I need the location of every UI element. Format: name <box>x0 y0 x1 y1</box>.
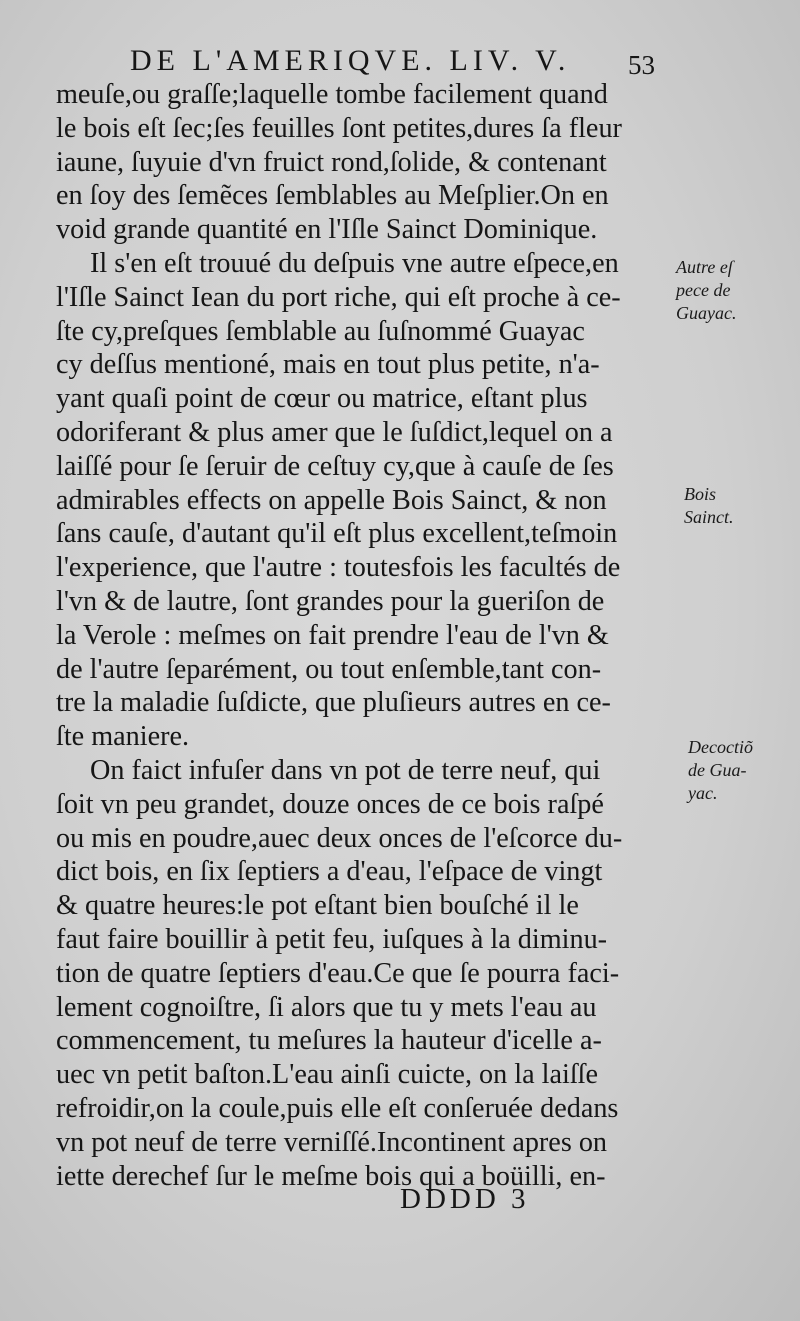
text-line: meuſe,ou graſſe;laquelle tombe facilement quand <box>56 79 608 110</box>
text-line: l'Iſle Sainct Iean du port riche, qui eſt proche à ce- <box>56 281 621 313</box>
text-line: admirables effects on appelle Bois Sainct, & non <box>56 484 607 516</box>
margin-note-autre-espece <box>676 256 736 325</box>
text-line: cy deſſus mentioné, mais en tout plus petite, n'a- <box>56 349 600 381</box>
text-line: la Verole : meſmes on fait prendre l'eau de l'vn & <box>56 619 609 651</box>
text-line: tre la maladie ſuſdicte, que pluſieurs autres en ce- <box>56 687 611 719</box>
text-line: refroidir,on la coule,puis elle eſt conſeruée dedans <box>56 1092 619 1124</box>
text-line: iaune, ſuyuie d'vn fruict rond,ſolide, & contenant <box>56 146 607 178</box>
text-line: tion de quatre ſeptiers d'eau.Ce que ſe pourra faci- <box>56 957 620 989</box>
text-line: en ſoy des ſemẽces ſemblables au Meſplier.On en <box>56 180 609 212</box>
text-line: de l'autre ſeparément, ou tout enſemble,tant con- <box>56 653 602 685</box>
margin-note-line: Decoctiõ <box>688 737 753 757</box>
margin-note-line: Guayac. <box>676 303 737 323</box>
signature-mark: DDDD 3 <box>400 1183 530 1215</box>
margin-note-line: pece de <box>676 280 731 300</box>
body-text <box>56 78 684 1193</box>
margin-note-line: de Gua- <box>688 760 747 780</box>
text-line: le bois eſt ſec;ſes feuilles ſont petites,dures ſa fleur <box>56 112 622 144</box>
text-line: l'experience, que l'autre : toutesfois les facultés de <box>56 552 621 584</box>
text-line: ſoit vn peu grandet, douze onces de ce bois raſpé <box>56 788 604 820</box>
text-line: faut faire bouillir à petit feu, iuſques à la diminu- <box>56 923 608 955</box>
running-title: DE L'AMERIQVE. LIV. V. <box>130 44 571 77</box>
text-line: ſans cauſe, d'autant qu'il eſt plus excellent,teſmoin <box>56 518 618 550</box>
text-line: ſte maniere. <box>56 721 190 753</box>
text-line: dict bois, en ſix ſeptiers a d'eau, l'eſpace de vingt <box>56 856 603 888</box>
text-line: laiſſé pour ſe ſeruir de ceſtuy cy,que à cauſe de ſes <box>56 450 614 482</box>
text-line: odoriferant & plus amer que le ſuſdict,lequel on a <box>56 416 613 448</box>
text-line: uec vn petit baſton.L'eau ainſi cuicte, on la laiſſe <box>56 1059 599 1091</box>
text-line: & quatre heures:le pot eſtant bien bouſché il le <box>56 890 579 922</box>
text-line: iette derechef ſur le meſme bois qui a boüilli, en- <box>56 1160 606 1192</box>
paragraph-start-line: On faict infuſer dans vn pot de terre neuf, qui <box>90 754 601 786</box>
text-line: l'vn & de lautre, ſont grandes pour la gueriſon de <box>56 585 605 617</box>
margin-note-line: Sainct. <box>684 507 734 527</box>
margin-note-line: yac. <box>688 783 718 803</box>
text-line: void grande quantité en l'Iſle Sainct Dominique. <box>56 214 598 246</box>
text-line: vn pot neuf de terre verniſſé.Incontinent apres on <box>56 1126 608 1158</box>
text-line: commencement, tu meſures la hauteur d'icelle a- <box>56 1025 602 1057</box>
margin-note-line: Autre eſ <box>676 257 733 277</box>
text-line: ou mis en poudre,auec deux onces de l'eſcorce du- <box>56 822 623 854</box>
margin-note-decoction <box>688 736 753 805</box>
margin-note-line: Bois <box>684 484 717 504</box>
paragraph-start-line: Il s'en eſt trouué du deſpuis vne autre eſpece,en <box>90 247 619 279</box>
page-number: 53 <box>628 50 655 80</box>
margin-note-bois-sainct <box>684 483 734 529</box>
text-line: ſte cy,preſques ſemblable au ſuſnommé Guayac <box>56 315 585 347</box>
text-line: lement cognoiſtre, ſi alors que tu y mets l'eau au <box>56 991 597 1023</box>
text-line: yant quaſi point de cœur ou matrice, eſtant plus <box>56 383 588 415</box>
